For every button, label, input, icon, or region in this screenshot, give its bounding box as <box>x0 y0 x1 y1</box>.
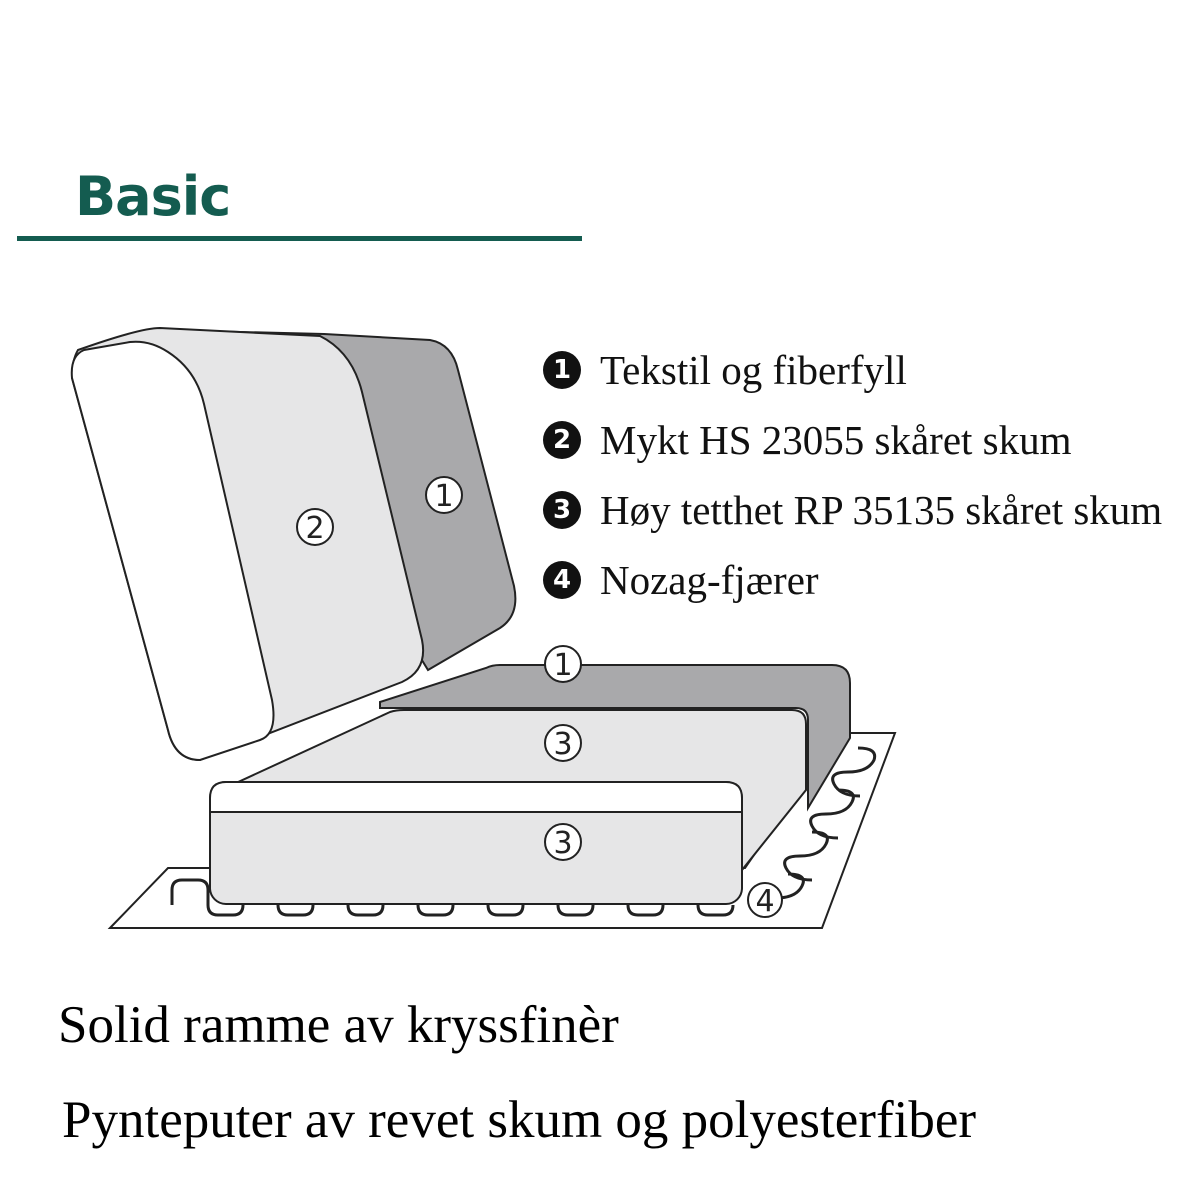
legend-label: Høy tetthet RP 35135 skåret skum <box>600 487 1163 533</box>
legend-number-badge: 3 <box>543 491 581 529</box>
svg-text:3: 3 <box>553 727 573 762</box>
legend-label: Nozag-fjærer <box>600 557 819 603</box>
legend-item <box>543 335 1162 405</box>
legend-item <box>543 405 1162 475</box>
legend-label: Mykt HS 23055 skåret skum <box>600 417 1072 463</box>
legend-label: Tekstil og fiberfyll <box>600 347 907 393</box>
svg-text:4: 4 <box>755 884 775 919</box>
legend <box>543 335 1162 615</box>
pillow-description: Pynteputer av revet skum og polyesterfiber <box>62 1091 976 1149</box>
callout-seat-lower-foam <box>545 824 581 861</box>
svg-text:1: 1 <box>434 479 454 514</box>
svg-text:3: 3 <box>553 826 573 861</box>
legend-number-badge: 2 <box>543 421 581 459</box>
legend-number-badge: 4 <box>543 561 581 599</box>
section-title: Basic <box>75 165 231 228</box>
legend-item <box>543 545 1162 615</box>
callout-seat-fabric <box>545 646 581 683</box>
legend-number-badge: 1 <box>543 351 581 389</box>
legend-item <box>543 475 1162 545</box>
svg-text:2: 2 <box>305 511 325 546</box>
svg-text:1: 1 <box>553 648 573 683</box>
frame-description: Solid ramme av kryssfinèr <box>58 996 619 1054</box>
callout-back-fabric <box>426 477 462 514</box>
callout-back-foam <box>297 509 333 546</box>
callout-seat-upper-foam <box>545 725 581 762</box>
